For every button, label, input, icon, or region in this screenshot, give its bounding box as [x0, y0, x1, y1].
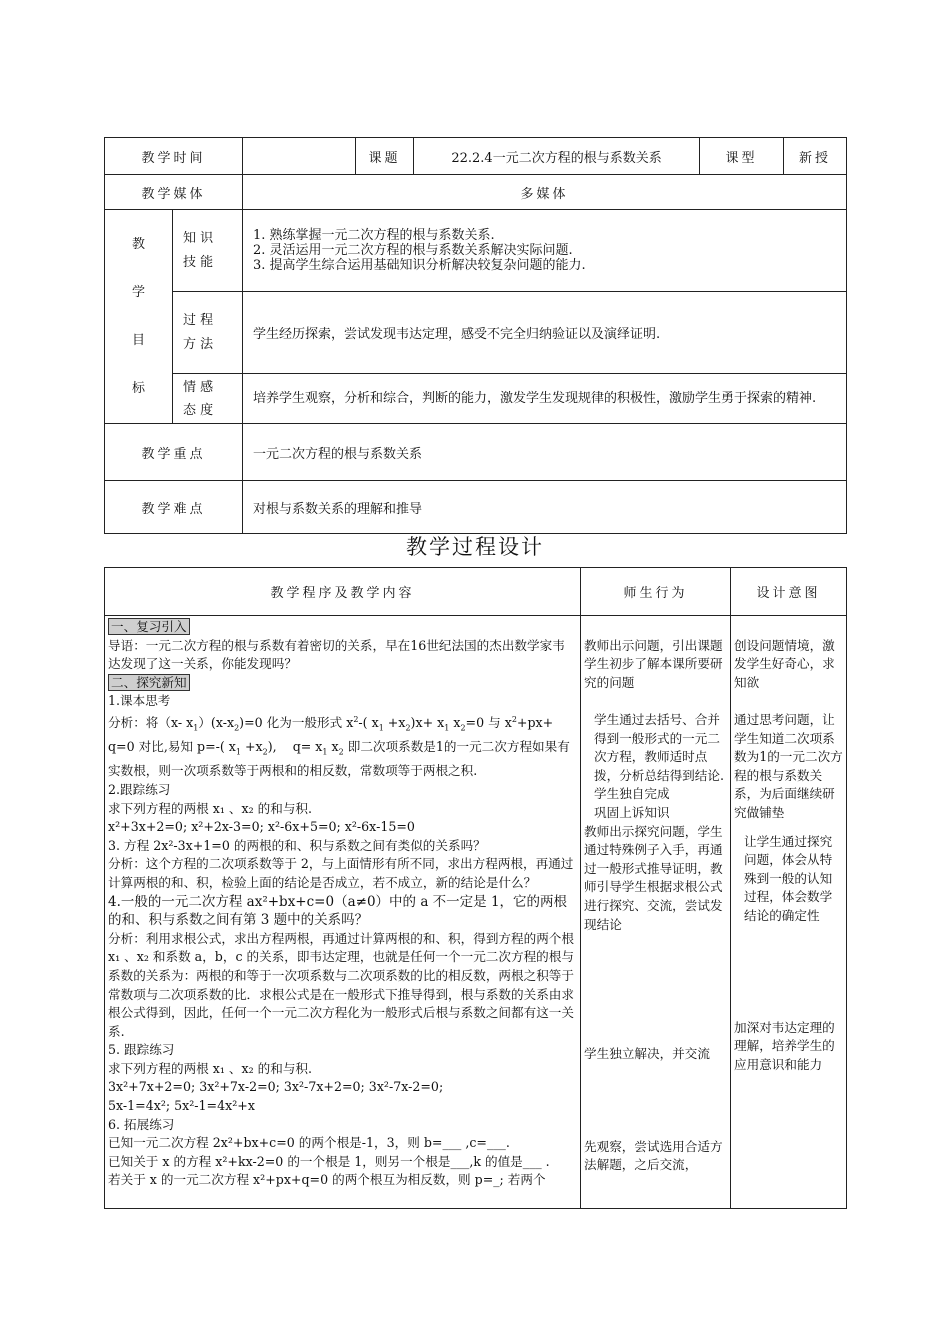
- process-label: [173, 292, 243, 374]
- goal-char: 目: [131, 332, 145, 348]
- section-title: 一、复习引入: [108, 618, 190, 635]
- emotion-text: 培养学生观察，分析和综合，判断的能力，激发学生发现规律的积极性，激励学生勇于探索的精神.: [243, 374, 847, 424]
- activity-text: 教师出示问题，引出课题学生初步了解本课所要研究的问题: [584, 637, 723, 690]
- item1-analysis: 分析：将（x- $x_1)(x-x_2)=0$ 化为一般形式 $x^2-$( $x_1 +x_2)x+ x_1$ $x_2=0$ 与 $x^2+px+ q=0$ 对比,易知 p=-( $x_1 +x_2$), $q= x_1$ $x_2$ 即二次项系数是1的一元二次方程如果有实数根，则一次项系数等于两根和的相反数，常数项等于两根之积.: [108, 714, 570, 779]
- exercise: 若关于 x 的一元二次方程 x²+px+q=0 的两个根互为相反数，则 p=_; 若两个: [108, 1172, 546, 1188]
- goal-char: 学: [131, 284, 145, 300]
- topic-value: 22.2.4一元二次方程的根与系数关系: [414, 138, 700, 175]
- activity-text: 学生通过去括号、合并得到一般形式的一元二次方程，教师适时点拨，分析总结得到结论.: [594, 711, 724, 783]
- knowledge-items: [243, 210, 847, 292]
- equations: 3x²+7x+2=0; 3x²+7x-2=0; 3x²-7x+2=0; 3x²-7x-2=0;: [108, 1079, 444, 1095]
- emotion-label-line: 态 度: [183, 402, 214, 418]
- col-header-activity: 师生行为: [581, 568, 731, 616]
- difficulty-text: 对根与系数关系的理解和推导: [243, 481, 847, 534]
- activity-text: 巩固上诉知识: [594, 804, 670, 820]
- knowledge-label: [173, 210, 243, 292]
- exercise: 已知一元二次方程 2x²+bx+c=0 的两个根是-1，3，则 b=___ ,c=___.: [108, 1135, 510, 1151]
- process-label-line: 过 程: [183, 312, 214, 328]
- time-value: [243, 138, 356, 175]
- design-intent-cell: [731, 616, 847, 1209]
- item-title: 1.课本思考: [108, 693, 171, 709]
- item-title: 2.跟踪练习: [108, 781, 171, 797]
- activity-text: 先观察，尝试选用合适方法解题，之后交流，: [584, 1138, 723, 1173]
- col-header-intent: 设计意图: [731, 568, 847, 616]
- process-design-table: [104, 567, 847, 1209]
- topic-label: 课题: [356, 138, 414, 175]
- media-label: 教学媒体: [105, 175, 243, 210]
- item-analysis: 分析：这个方程的二次项系数等于 2，与上面情形有所不同，求出方程两根，再通过计算两根的和、积，检验上面的结论是否成立，若不成立，新的结论是什么？: [108, 856, 574, 890]
- key-point-label: 教学重点: [105, 424, 243, 481]
- activity-text: 学生独立解决，并交流: [584, 1046, 710, 1062]
- media-value: 多媒体: [243, 175, 847, 210]
- intro-text: 导语：一元二次方程的根与系数有着密切的关系，早在16世纪法国的杰出数学家韦达发现了这一关系，你能发现吗？: [108, 637, 565, 672]
- equations: x²+3x+2=0; x²+2x-3=0; x²-6x+5=0; x²-6x-15=0: [108, 819, 415, 835]
- activity-text: 教师出示探究问题，学生通过特殊例子入手，再通过一般形式推导证明，教师引导学生根据求根公式进行探究、交流，尝试发现结论: [584, 823, 723, 932]
- process-text: 学生经历探索，尝试发现韦达定理，感受不完全归纳验证以及演绎证明.: [243, 292, 847, 374]
- exercise: 已知关于 x 的方程 x²+kx-2=0 的一个根是 1，则另一个根是___,k 的值是___ .: [108, 1153, 550, 1169]
- emotion-label-line: 情 感: [183, 379, 214, 395]
- key-point-text: 一元二次方程的根与系数关系: [243, 424, 847, 481]
- teacher-student-activity-cell: [581, 616, 731, 1209]
- intent-text: 让学生通过探究问题，体会从特殊到一般的认知过程，体会数学结论的确定性: [744, 833, 833, 923]
- item-analysis: 分析：利用求根公式，求出方程两根，再通过计算两根的和、积，得到方程的两个根 x₁ 、x₂ 和系数 a，b，c 的关系，即韦达定理，也就是任何一个一元二次方程的根与系数的关系为：两根的和等于一次项系数与二次项系数的比的相反数，两根之积等于常数项与二次项系数的比．求根公式是在一般形式下推导得到，根与系数的关系由求根公式得到，因此，任何一个一元二次方程化为一般形式后根与系数之间都有这一关系.: [108, 930, 574, 1039]
- lesson-info-table: [104, 137, 847, 534]
- time-label: 教学时间: [105, 138, 243, 175]
- knowledge-item: 3. 提高学生综合运用基础知识分析解决较复杂问题的能力.: [253, 258, 586, 273]
- item-title: 3. 方程 2x²-3x+1=0 的两根的和、积与系数之间有类似的关系吗？: [108, 837, 486, 853]
- item-text: 求下列方程的两根 x₁ 、x₂ 的和与积.: [108, 1060, 313, 1076]
- item-title: 6. 拓展练习: [108, 1116, 175, 1132]
- difficulty-label: 教学难点: [105, 481, 243, 534]
- type-value: 新授: [784, 138, 847, 175]
- section-title: 二、探究新知: [108, 674, 190, 691]
- activity-text: 学生独自完成: [594, 786, 670, 802]
- page-title: 教学过程设计: [406, 535, 544, 559]
- intent-text: 创设问题情境，激发学生好奇心，求知欲: [734, 637, 835, 690]
- item-title: 5. 跟踪练习: [108, 1042, 175, 1058]
- teaching-goals-label: [105, 210, 173, 424]
- item-text: 求下列方程的两根 x₁ 、x₂ 的和与积.: [108, 800, 313, 816]
- type-label: 课型: [700, 138, 784, 175]
- process-label-line: 方 法: [183, 336, 214, 352]
- emotion-label: [173, 374, 243, 424]
- intent-text: 通过思考问题，让学生知道二次项系数为1的一元二次方程的根与系数关系，为后面继续研究做铺垫: [734, 711, 843, 820]
- goal-char: 标: [131, 380, 145, 396]
- knowledge-item: 2. 灵活运用一元二次方程的根与系数关系解决实际问题.: [253, 243, 573, 258]
- knowledge-item: 1. 熟练掌握一元二次方程的根与系数关系.: [253, 228, 495, 243]
- equations: 5x-1=4x²; 5x²-1=4x²+x: [108, 1098, 255, 1114]
- col-header-content: 教学程序及教学内容: [105, 568, 581, 616]
- knowledge-label-line: 技 能: [183, 254, 214, 270]
- intent-text: 加深对韦达定理的理解，培养学生的应用意识和能力: [734, 1019, 835, 1072]
- analysis-text: 分析：将（x- x: [108, 715, 194, 731]
- knowledge-label-line: 知 识: [183, 230, 214, 246]
- teaching-content-cell: [105, 616, 581, 1209]
- item-title: 4.一般的一元二次方程 ax²+bx+c=0（a≠0）中的 a 不一定是 1，它的两根的和、积与系数之间有第 3 题中的关系吗？: [108, 893, 568, 929]
- analysis-text: 即二次项系数是1的一元二次方程如果有实数根，则一次项系数等于两根和的相反数，常数项等于两根之积.: [108, 739, 570, 779]
- goal-char: 教: [131, 236, 145, 252]
